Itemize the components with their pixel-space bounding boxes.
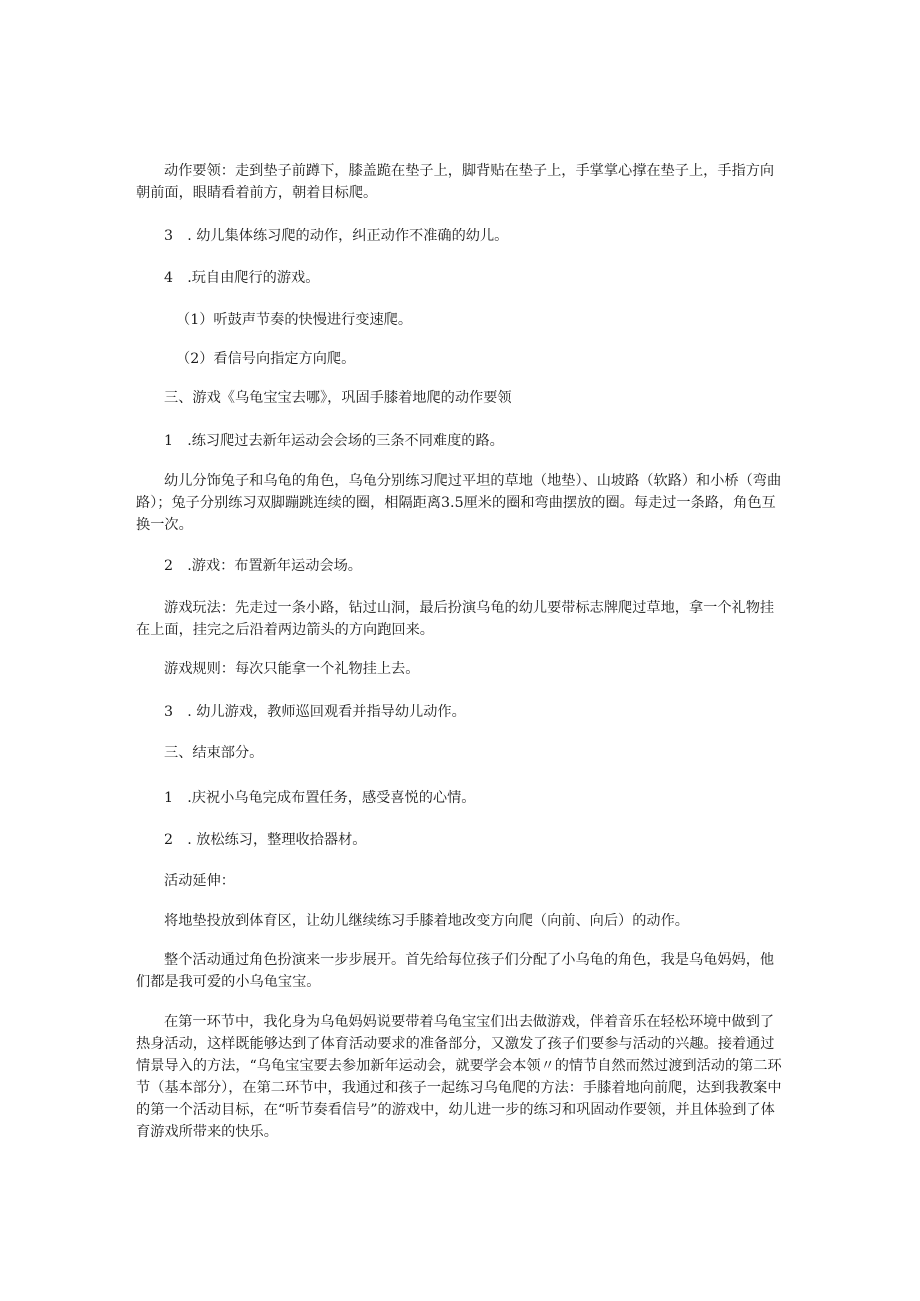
- paragraph-game-step-2: 2 .游戏：布置新年运动会场。: [164, 558, 362, 574]
- paragraph-action-essentials: 动作要领：走到垫子前蹲下，膝盖跪在垫子上，脚背贴在垫子上，手掌掌心撑在垫子上，手指方向朝前面，眼睛看着前方，朝着目标爬。: [136, 163, 775, 201]
- paragraph-game-step-1: 1 .练习爬过去新年运动会会场的三条不同难度的路。: [164, 433, 504, 449]
- paragraph-extension-heading: 活动延伸：: [164, 873, 235, 889]
- paragraph-ending-step-2: 2 . 放松练习，整理收拾器材。: [164, 832, 367, 848]
- paragraph-sub-1-drum: （1）听鼓声节奏的快慢进行变速爬。: [176, 312, 413, 328]
- paragraph-game-rules: 游戏规则：每次只能拿一个礼物挂上去。: [164, 661, 420, 677]
- paragraph-sub-2-signal: （2）看信号向指定方向爬。: [176, 351, 356, 367]
- paragraph-section-ending: 三、结束部分。: [164, 745, 264, 761]
- paragraph-game-method: 游戏玩法：先走过一条小路，钻过山洞，最后扮演乌龟的幼儿要带标志牌爬过草地，拿一个礼物挂在上面，挂完之后沿着两边箭头的方向跑回来。: [136, 600, 775, 638]
- paragraph-reflection-detail: 在第一环节中，我化身为乌龟妈妈说要带着乌龟宝宝们出去做游戏，伴着音乐在轻松环境中做到了热身活动，这样既能够达到了体育活动要求的准备部分，又激发了孩子们要参与活动的兴趣。接着通过情景导入的方法，“乌龟宝宝要去参加新年运动会，就要学会本领〃的情节自然而然过渡到活动的第二环节（基本部分），在第二环节中，我通过和孩子一起练习乌龟爬的方法：手膝着地向前爬，达到我教案中的第一个活动目标，在“听节奏看信号”的游戏中，幼儿进一步的练习和巩固动作要领，并且体验到了体育游戏所带来的快乐。: [136, 1014, 782, 1140]
- paragraph-step-3-group-practice: 3 . 幼儿集体练习爬的动作，纠正动作不准确的幼儿。: [164, 228, 509, 244]
- paragraph-extension-body: 将地垫投放到体育区，让幼儿继续练习手膝着地改变方向爬（向前、向后）的动作。: [164, 913, 689, 929]
- paragraph-step-4-free-crawl: 4 .玩自由爬行的游戏。: [164, 270, 320, 286]
- paragraph-reflection-intro: 整个活动通过角色扮演来一步步展开。首先给每位孩子们分配了小乌龟的角色，我是乌龟妈妈，他们都是我可爱的小乌龟宝宝。: [136, 952, 775, 990]
- paragraph-ending-step-1: 1 .庆祝小乌龟完成布置任务，感受喜悦的心情。: [164, 790, 476, 806]
- paragraph-game-step-3: 3 . 幼儿游戏，教师巡回观看并指导幼儿动作。: [164, 704, 466, 720]
- paragraph-section-3-game: 三、游戏《乌龟宝宝去哪》，巩固手膝着地爬的动作要领: [164, 390, 512, 406]
- paragraph-roles: 幼儿分饰兔子和乌龟的角色，乌龟分别练习爬过平坦的草地（地垫）、山坡路（软路）和小桥（弯曲路）；兔子分别练习双脚蹦跳连续的圈，相隔距离3.5厘米的圈和弯曲摆放的圈。每走过一条路，角色互换一次。: [136, 473, 782, 533]
